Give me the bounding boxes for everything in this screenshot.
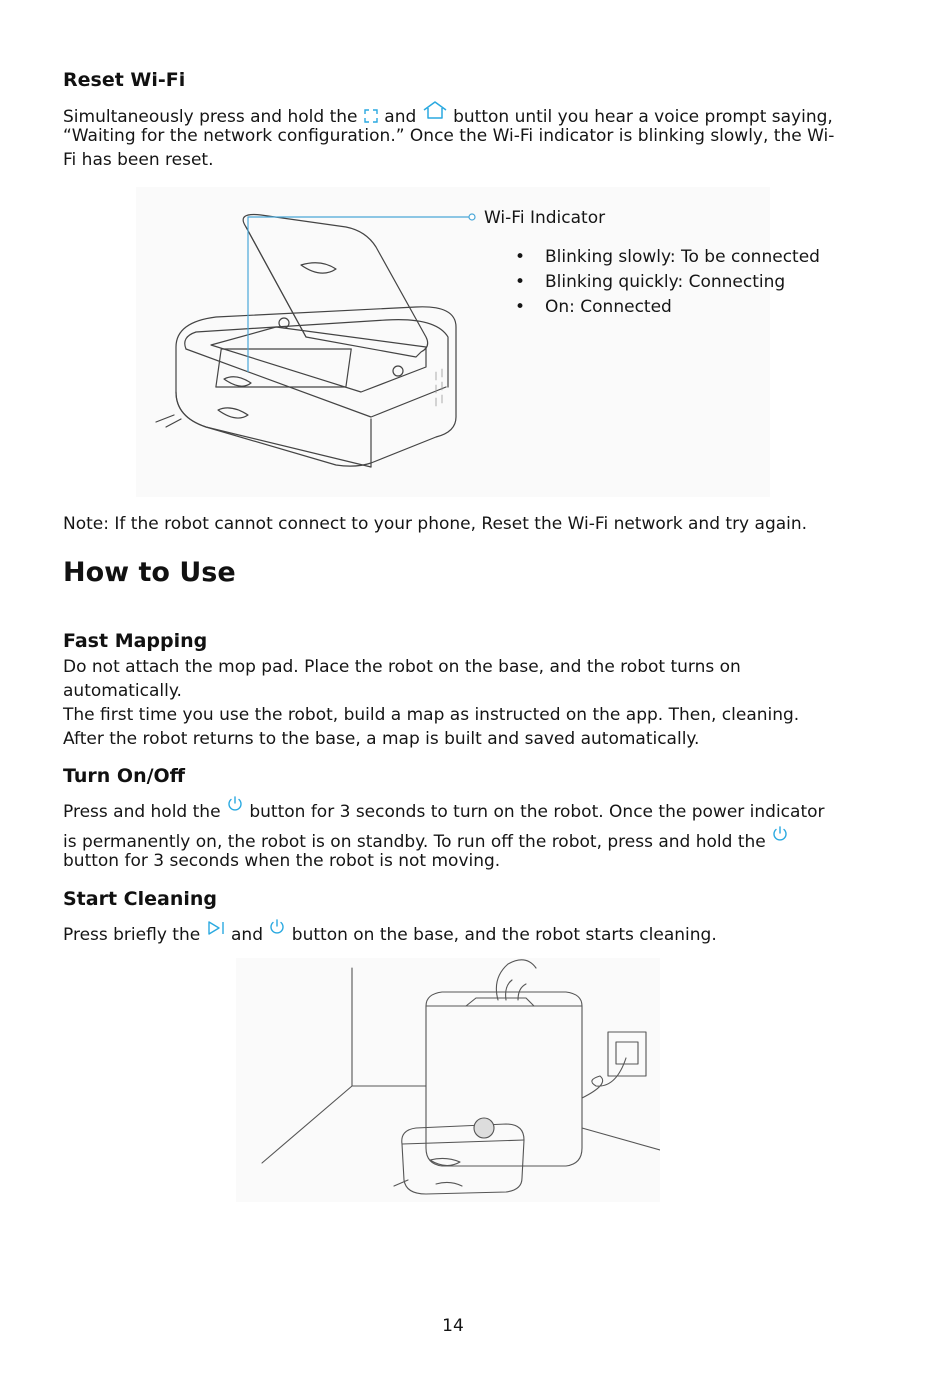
reset-wifi-text-a: Simultaneously press and hold the: [63, 107, 358, 127]
indicator-state-list: [515, 245, 820, 320]
reset-wifi-note: Note: If the robot cannot connect to your phone, Reset the Wi-Fi network and try again.: [63, 514, 808, 534]
fast-mapping-line: The first time you use the robot, build a map as instructed on the app. Then, cleaning.: [63, 705, 800, 725]
power-icon: [226, 795, 244, 820]
power-icon: [771, 825, 789, 850]
section-title-reset-wifi: Reset Wi-Fi: [63, 69, 186, 91]
wifi-indicator-label: Wi-Fi Indicator: [484, 208, 606, 228]
turn-on-off-line-3: button for 3 seconds when the robot is not moving.: [63, 851, 501, 871]
subsection-title-start-cleaning: Start Cleaning: [63, 888, 217, 910]
reset-wifi-line-3: Fi has been reset.: [63, 150, 214, 170]
power-icon: [268, 918, 286, 943]
home-icon: [422, 100, 448, 127]
turn-on-text-a: Press and hold the: [63, 802, 221, 822]
reset-wifi-text-b: button until you hear a voice prompt saying,: [453, 107, 833, 127]
start-cleaning-text-a: Press briefly the: [63, 925, 201, 945]
base-station-illustration: [236, 958, 660, 1202]
subsection-title-fast-mapping: Fast Mapping: [63, 630, 208, 652]
subsection-title-turn-on-off: Turn On/Off: [63, 765, 186, 787]
indicator-state-item: • Blinking quickly: Connecting: [515, 270, 820, 295]
turn-on-off-line-1: [63, 795, 825, 824]
reset-wifi-line-2: “Waiting for the network configuration.” Once the Wi-Fi indicator is blinking slowly, the Wi-: [63, 126, 835, 146]
indicator-state-item: • Blinking slowly: To be connected: [515, 245, 820, 270]
turn-on-text-c: is permanently on, the robot is on standby. To run off the robot, press and hold the: [63, 832, 766, 852]
reset-wifi-text-and: and: [384, 107, 417, 127]
section-title-how-to-use: How to Use: [63, 557, 236, 588]
start-cleaning-text-b: button on the base, and the robot starts cleaning.: [291, 925, 717, 945]
fast-mapping-line: After the robot returns to the base, a map is built and saved automatically.: [63, 729, 700, 749]
page-number: 14: [442, 1316, 464, 1336]
fast-mapping-line: Do not attach the mop pad. Place the robot on the base, and the robot turns on: [63, 657, 741, 677]
start-cleaning-text-and: and: [231, 925, 263, 945]
start-cleaning-line: [63, 918, 717, 947]
indicator-state-item: • On: Connected: [515, 295, 820, 320]
fast-mapping-line: automatically.: [63, 681, 182, 701]
turn-on-text-b: button for 3 seconds to turn on the robot. Once the power indicator: [249, 802, 825, 822]
robot-lid-open-illustration: [136, 187, 770, 497]
skip-icon: [206, 919, 226, 943]
